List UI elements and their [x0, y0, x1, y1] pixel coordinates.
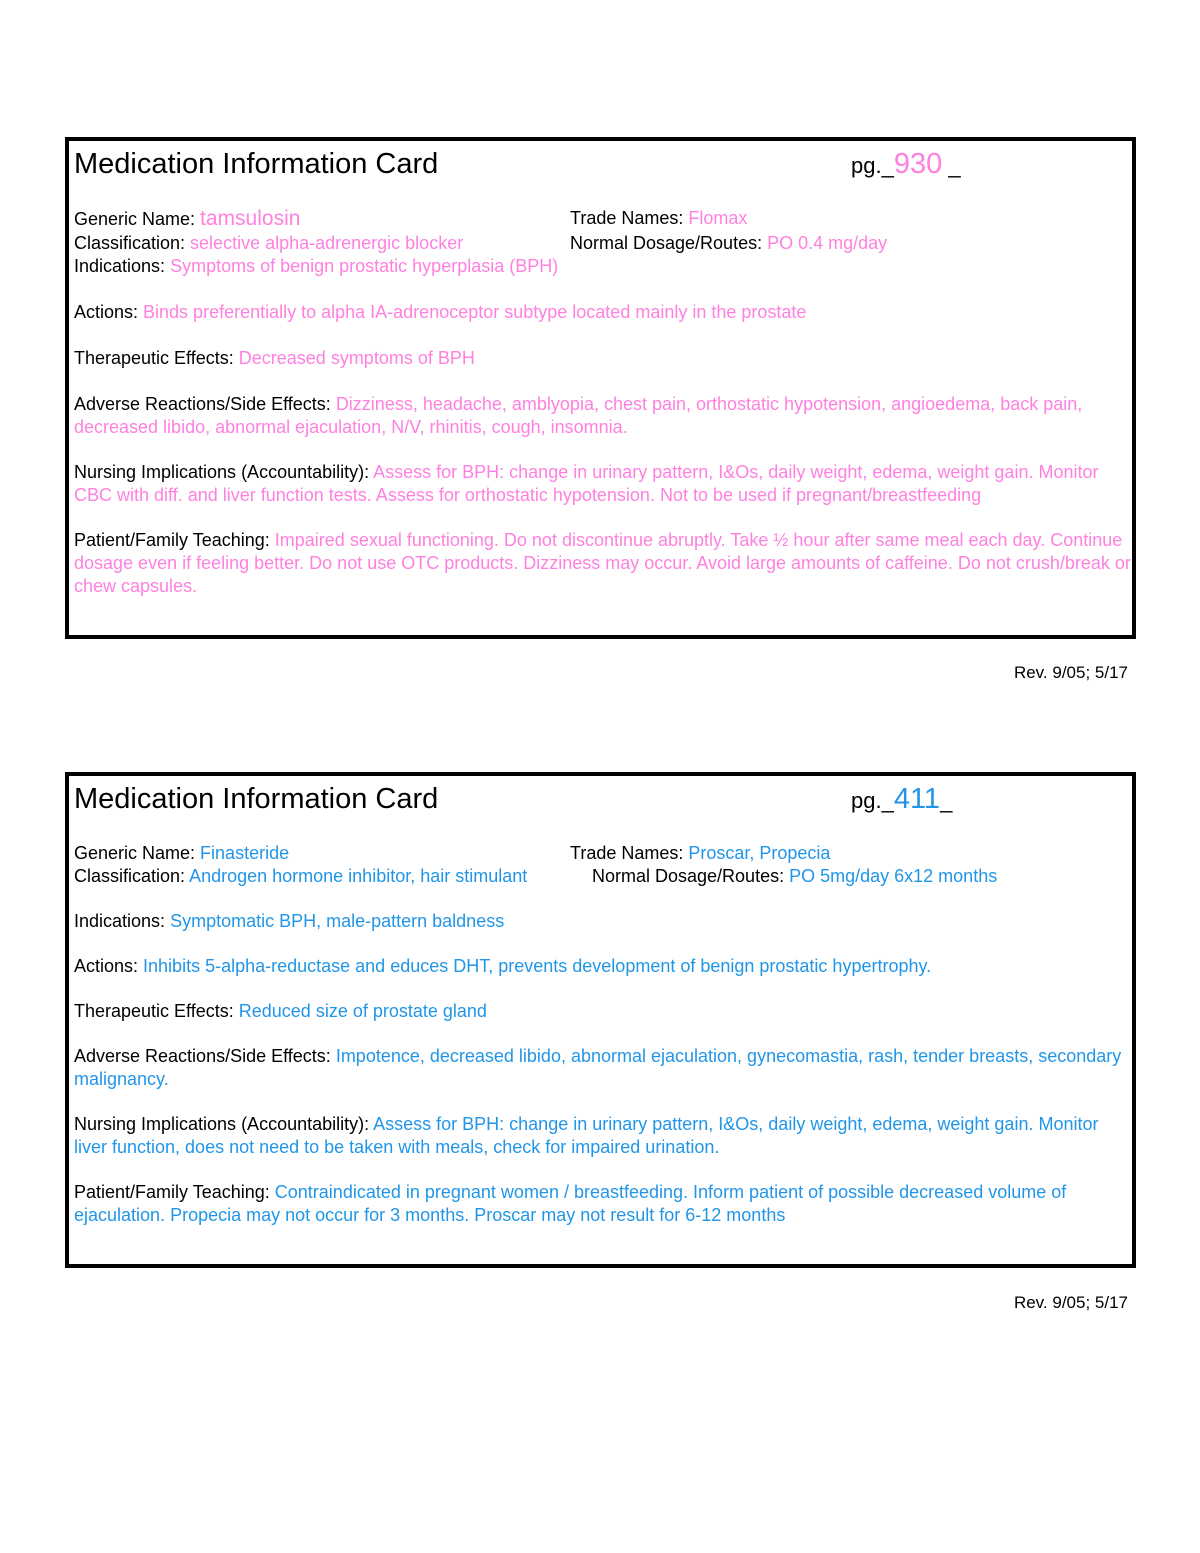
revision-note-2: Rev. 9/05; 5/17: [1013, 1293, 1128, 1312]
therapeutic-effects-section: [74, 347, 1132, 370]
nursing-implications-section: [74, 1113, 1132, 1159]
adverse-reactions-label: Adverse Reactions/Side Effects:: [74, 394, 336, 414]
patient-teaching-section: [74, 1181, 1132, 1227]
actions-section: [74, 955, 1132, 978]
therapeutic-effects-section: [74, 1000, 1132, 1023]
dosage-label: Normal Dosage/Routes:: [570, 233, 768, 253]
classification-label: Classification:: [74, 233, 191, 253]
patient-teaching-value: Impaired sexual functioning. Do not discontinue abruptly. Take ½ hour after same meal each day. Continue dosage even if feeling better. Do not use OTC products. Dizziness may occur. Avoid large amounts of caffeine. Do not crush/break or chew capsules.: [74, 530, 1131, 596]
adverse-reactions-section: [74, 393, 1132, 439]
indications-label: Indications:: [74, 911, 171, 931]
classification-label: Classification:: [74, 866, 190, 886]
patient-teaching-value: Contraindicated in pregnant women / breastfeeding. Inform patient of possible decreased volume of ejaculation. Propecia may not occur for 3 months. Proscar may not result for 6-12 months: [74, 1182, 1067, 1225]
classification-row: [74, 865, 527, 888]
trade-names-value: Flomax: [688, 208, 748, 228]
page-suffix: _: [942, 153, 961, 178]
dosage-value: PO 0.4 mg/day: [767, 233, 888, 253]
card-title: Medication Information Card: [74, 148, 439, 180]
trade-names-label: Trade Names:: [570, 208, 689, 228]
adverse-reactions-label: Adverse Reactions/Side Effects:: [74, 1046, 336, 1066]
generic-name-row: [74, 207, 300, 231]
patient-teaching-label: Patient/Family Teaching:: [74, 530, 275, 550]
therapeutic-effects-label: Therapeutic Effects:: [74, 1001, 239, 1021]
generic-name-value: tamsulosin: [200, 207, 301, 230]
trade-names-row: [570, 207, 747, 230]
classification-value: Androgen hormone inhibitor, hair stimulant: [189, 866, 528, 886]
generic-name-value: Finasteride: [200, 843, 290, 863]
classification-row: [74, 232, 463, 255]
indications-value: Symptomatic BPH, male-pattern baldness: [170, 911, 505, 931]
dosage-row: [592, 865, 997, 888]
page-label: pg._: [851, 788, 894, 813]
dosage-label: Normal Dosage/Routes:: [592, 866, 790, 886]
patient-teaching-section: [74, 529, 1132, 598]
therapeutic-effects-value: Reduced size of prostate gland: [238, 1001, 487, 1021]
nursing-implications-label: Nursing Implications (Accountability):: [74, 1114, 374, 1134]
trade-names-row: [570, 842, 830, 865]
indications-value: Symptoms of benign prostatic hyperplasia (BPH): [170, 256, 559, 276]
therapeutic-effects-label: Therapeutic Effects:: [74, 348, 239, 368]
trade-names-label: Trade Names:: [570, 843, 689, 863]
nursing-implications-value: Assess for BPH: change in urinary pattern, I&Os, daily weight, edema, weight gain. Monitor liver function, does not need to be taken with meals, check for impaired urination.: [74, 1114, 1099, 1157]
revision-note-1: Rev. 9/05; 5/17: [1013, 663, 1128, 682]
nursing-implications-value: Assess for BPH: change in urinary pattern, I&Os, daily weight, edema, weight gain. Monitor CBC with diff. and liver function tests. Assess for orthostatic hypotension. Not to be used if pregnant/breastfeeding: [74, 462, 1099, 505]
adverse-reactions-value: Dizziness, headache, amblyopia, chest pain, orthostatic hypotension, angioedema, back pain, decreased libido, abnormal ejaculation, N/V, rhinitis, cough, insomnia.: [74, 394, 1083, 437]
therapeutic-effects-value: Decreased symptoms of BPH: [238, 348, 475, 368]
actions-value: Binds preferentially to alpha IA-adrenoceptor subtype located mainly in the prostate: [143, 302, 807, 322]
dosage-row: [570, 232, 887, 255]
medication-card-1: [65, 137, 1136, 639]
card-title: Medication Information Card: [74, 783, 439, 815]
indications-row: [74, 255, 558, 278]
adverse-reactions-section: [74, 1045, 1132, 1091]
generic-name-label: Generic Name:: [74, 209, 201, 229]
actions-section: [74, 301, 1132, 324]
adverse-reactions-value: Impotence, decreased libido, abnormal ejaculation, gynecomastia, rash, tender breasts, secondary malignancy.: [74, 1046, 1122, 1089]
page-label: pg._: [851, 153, 894, 178]
generic-name-row: [74, 842, 289, 865]
page-number: 930: [893, 148, 943, 180]
actions-label: Actions:: [74, 956, 144, 976]
patient-teaching-label: Patient/Family Teaching:: [74, 1182, 275, 1202]
trade-names-value: Proscar, Propecia: [688, 843, 831, 863]
page-suffix: _: [940, 788, 953, 813]
indications-row: [74, 910, 504, 933]
actions-label: Actions:: [74, 302, 144, 322]
actions-value: Inhibits 5-alpha-reductase and educes DHT, prevents development of benign prostatic hypertrophy.: [143, 956, 932, 976]
indications-label: Indications:: [74, 256, 171, 276]
page-number: 411: [893, 783, 941, 815]
generic-name-label: Generic Name:: [74, 843, 201, 863]
dosage-value: PO 5mg/day 6x12 months: [789, 866, 998, 886]
nursing-implications-label: Nursing Implications (Accountability):: [74, 462, 374, 482]
medication-card-2: [65, 772, 1136, 1268]
page-reference: [851, 147, 961, 183]
classification-value: selective alpha-adrenergic blocker: [190, 233, 464, 253]
page-reference: [851, 782, 952, 818]
nursing-implications-section: [74, 461, 1132, 507]
